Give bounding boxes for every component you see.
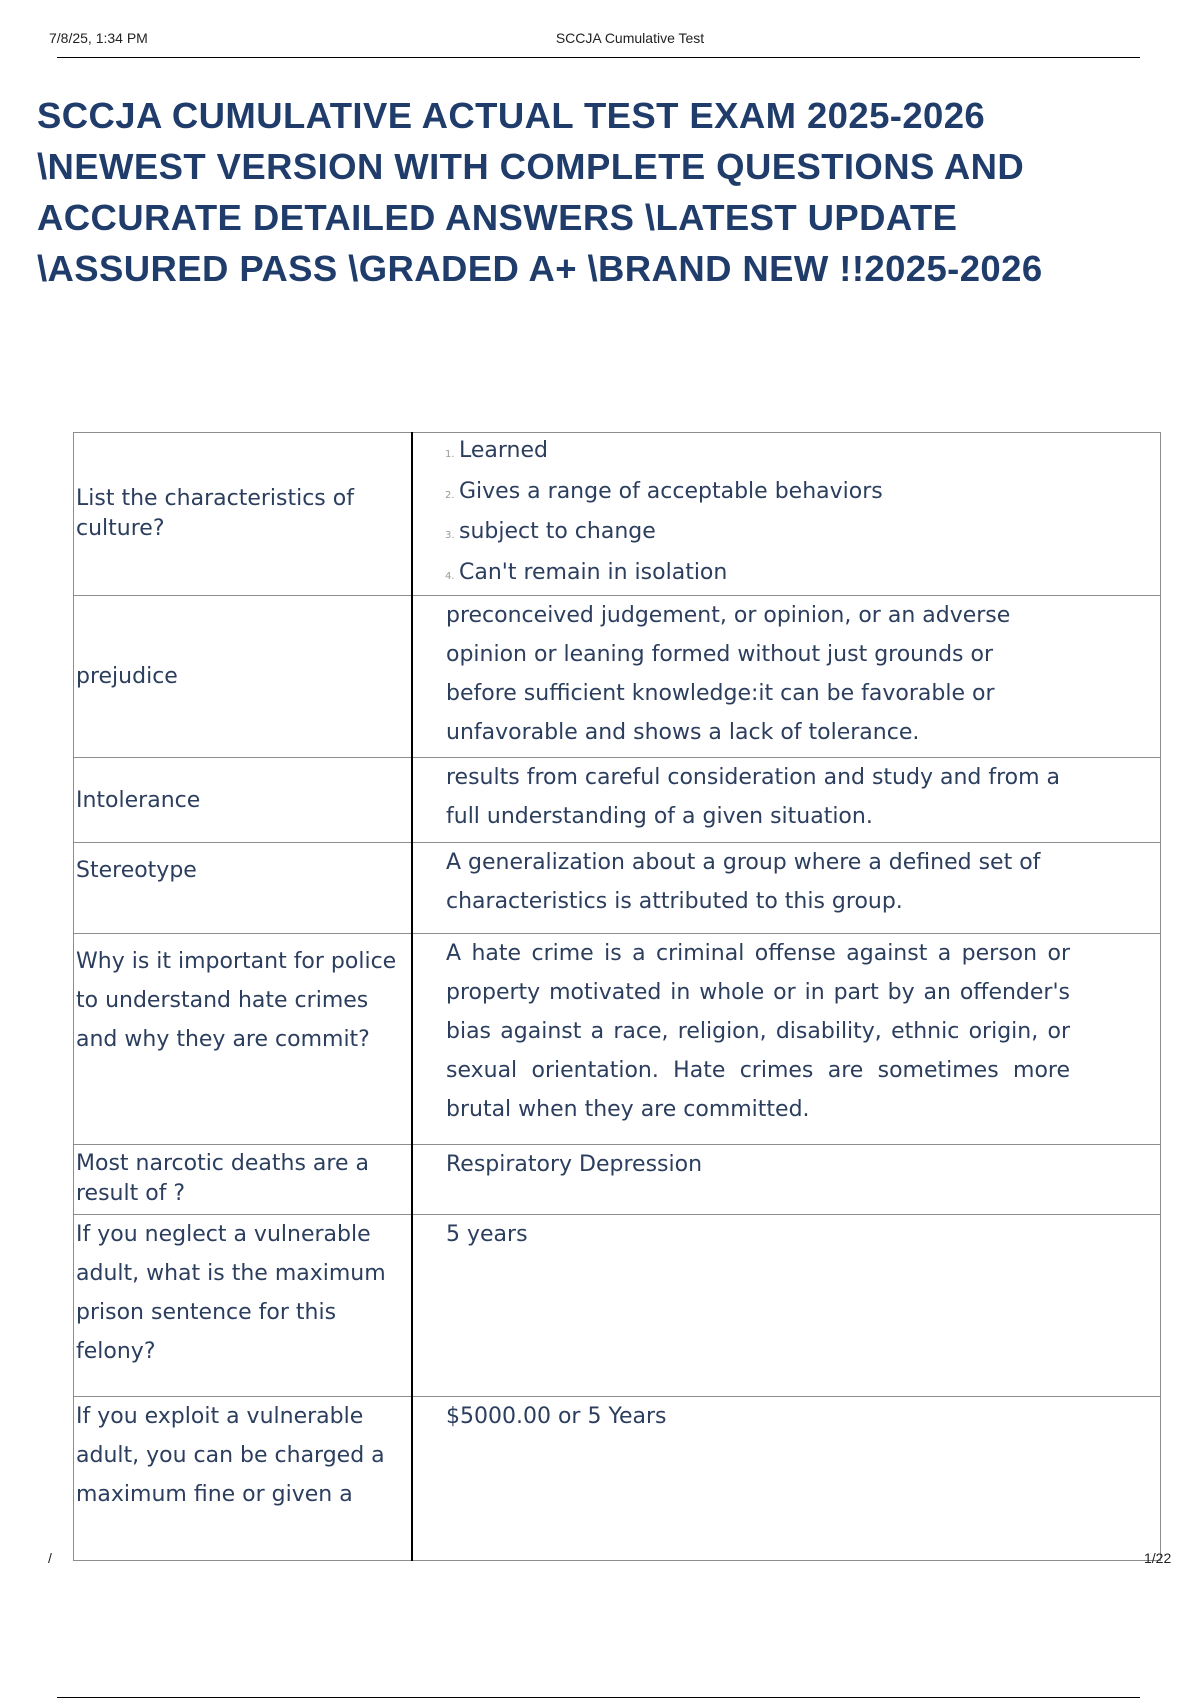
table-row bbox=[74, 433, 1161, 596]
document-title bbox=[37, 90, 1167, 294]
answer-cell: A hate crime is a criminal offense against a person or property motivated in whole or in part by an offender's bias against a race, religion, disability, ethnic origin, or sexual orientation. Hate crimes are sometimes more brutal when they are committed. bbox=[412, 934, 1161, 1145]
question-cell: Most narcotic deaths are a result of ? bbox=[74, 1145, 413, 1215]
question-cell: If you exploit a vulnerable adult, you can be charged a maximum fine or given a bbox=[74, 1397, 413, 1561]
table-row bbox=[74, 843, 1161, 934]
table-row bbox=[74, 934, 1161, 1145]
answer-cell: Respiratory Depression bbox=[412, 1145, 1161, 1215]
answer-list bbox=[445, 433, 1070, 595]
list-number: 2. bbox=[445, 489, 455, 501]
print-url: / bbox=[48, 1550, 52, 1566]
answer-cell: A generalization about a group where a defined set of characteristics is attributed to this group. bbox=[412, 843, 1161, 934]
question-cell: List the characteristics of culture? bbox=[74, 433, 413, 596]
table-row bbox=[74, 1215, 1161, 1397]
title-line: \ASSURED PASS \GRADED A+ \BRAND NEW !!2025-2026 bbox=[37, 248, 1043, 289]
table-row bbox=[74, 1397, 1161, 1561]
list-text: Can't remain in isolation bbox=[459, 559, 728, 585]
question-cell: prejudice bbox=[74, 596, 413, 758]
table-row bbox=[74, 758, 1161, 843]
list-text: subject to change bbox=[459, 519, 656, 544]
answer-cell: 5 years bbox=[412, 1215, 1161, 1397]
question-cell: Why is it important for police to understand hate crimes and why they are commit? bbox=[74, 934, 413, 1145]
page-number: 1/22 bbox=[1144, 1550, 1172, 1566]
list-number: 4. bbox=[445, 570, 455, 582]
footer-rule bbox=[57, 1697, 1140, 1698]
list-item bbox=[445, 474, 1070, 515]
title-line: \NEWEST VERSION WITH COMPLETE QUESTIONS AND bbox=[37, 146, 1025, 187]
question-cell: If you neglect a vulnerable adult, what is the maximum prison sentence for this felony? bbox=[74, 1215, 413, 1397]
list-text: Gives a range of acceptable behaviors bbox=[459, 478, 883, 504]
question-cell: Stereotype bbox=[74, 843, 413, 934]
title-line: ACCURATE DETAILED ANSWERS \LATEST UPDATE bbox=[37, 197, 958, 238]
list-item bbox=[445, 514, 1070, 555]
question-cell: Intolerance bbox=[74, 758, 413, 843]
header-rule bbox=[57, 57, 1140, 58]
print-header bbox=[0, 30, 1200, 50]
print-title: SCCJA Cumulative Test bbox=[555, 30, 705, 46]
list-number: 3. bbox=[445, 530, 455, 541]
list-number: 1. bbox=[445, 449, 455, 460]
table-row bbox=[74, 596, 1161, 758]
list-item bbox=[445, 433, 1070, 474]
table-row bbox=[74, 1145, 1161, 1215]
list-text: Learned bbox=[459, 438, 548, 463]
title-line: SCCJA CUMULATIVE ACTUAL TEST EXAM 2025-2026 bbox=[37, 95, 986, 136]
answer-cell: results from careful consideration and study and from a full understanding of a given situation. bbox=[412, 758, 1161, 843]
answer-cell bbox=[412, 433, 1161, 596]
answer-cell: preconceived judgement, or opinion, or an adverse opinion or leaning formed without just grounds or before sufficient knowledge:it can be favorable or unfavorable and shows a lack of tolerance. bbox=[412, 596, 1161, 758]
list-item bbox=[445, 555, 1070, 596]
print-footer bbox=[0, 1550, 1200, 1570]
print-date: 7/8/25, 1:34 PM bbox=[49, 30, 148, 46]
qa-table bbox=[73, 432, 1161, 1561]
answer-cell: $5000.00 or 5 Years bbox=[412, 1397, 1161, 1561]
